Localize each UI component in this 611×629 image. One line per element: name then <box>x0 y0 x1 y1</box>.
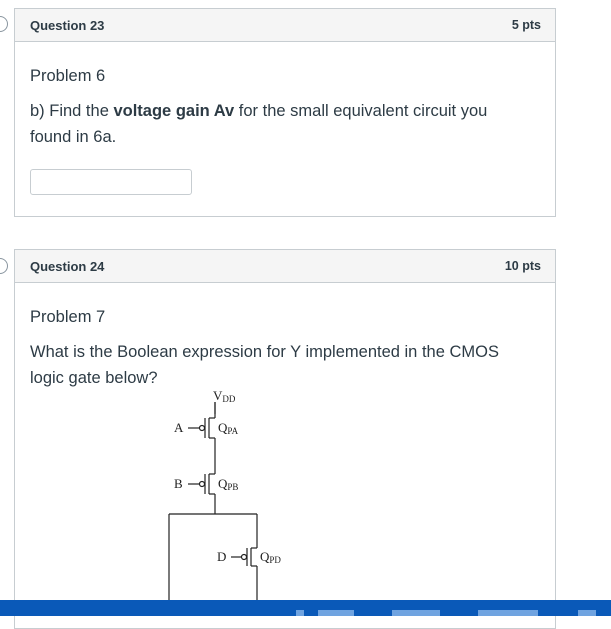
taskbar-item[interactable] <box>318 610 354 616</box>
question-23-title: Question 23 <box>30 17 105 33</box>
input-b-label: B <box>174 476 183 491</box>
question-24-header <box>15 250 555 283</box>
question-23-problem: Problem 6 <box>30 67 106 85</box>
question-23-body <box>15 63 555 195</box>
question-23-answer-input[interactable] <box>30 169 192 195</box>
input-a-label: A <box>174 420 184 435</box>
cmos-circuit-diagram <box>165 370 325 610</box>
taskbar <box>0 600 611 616</box>
taskbar-item[interactable] <box>296 610 304 616</box>
taskbar-item[interactable] <box>392 610 440 616</box>
question-23-card <box>14 8 556 217</box>
question-24-text: What is the Boolean expression for Y implemented in the CMOS logic gate below? <box>30 343 499 387</box>
question-23-text-bold: voltage gain Av <box>113 102 235 120</box>
question-24-problem: Problem 7 <box>30 308 106 326</box>
question-24-card <box>14 249 556 629</box>
question-23-text-suffix: for the small equivalent circuit you found in 6a. <box>30 102 488 146</box>
taskbar-item[interactable] <box>478 610 538 616</box>
question-23-text <box>30 98 540 150</box>
qpd-label: QPD <box>260 549 281 565</box>
question-24-points: 10 pts <box>504 259 541 273</box>
qpb-label: QPB <box>218 476 239 492</box>
question-23-text-prefix: b) Find the <box>30 102 114 120</box>
question-24-marker-icon <box>0 258 8 274</box>
taskbar-item[interactable] <box>578 610 596 616</box>
question-23-points: 5 pts <box>511 18 541 32</box>
question-24-title: Question 24 <box>30 258 105 274</box>
qpa-label: QPA <box>218 420 239 436</box>
vdd-label: VDD <box>213 388 236 404</box>
question-23-header <box>15 9 555 42</box>
input-d-label: D <box>217 549 227 564</box>
question-23-marker-icon <box>0 16 8 32</box>
